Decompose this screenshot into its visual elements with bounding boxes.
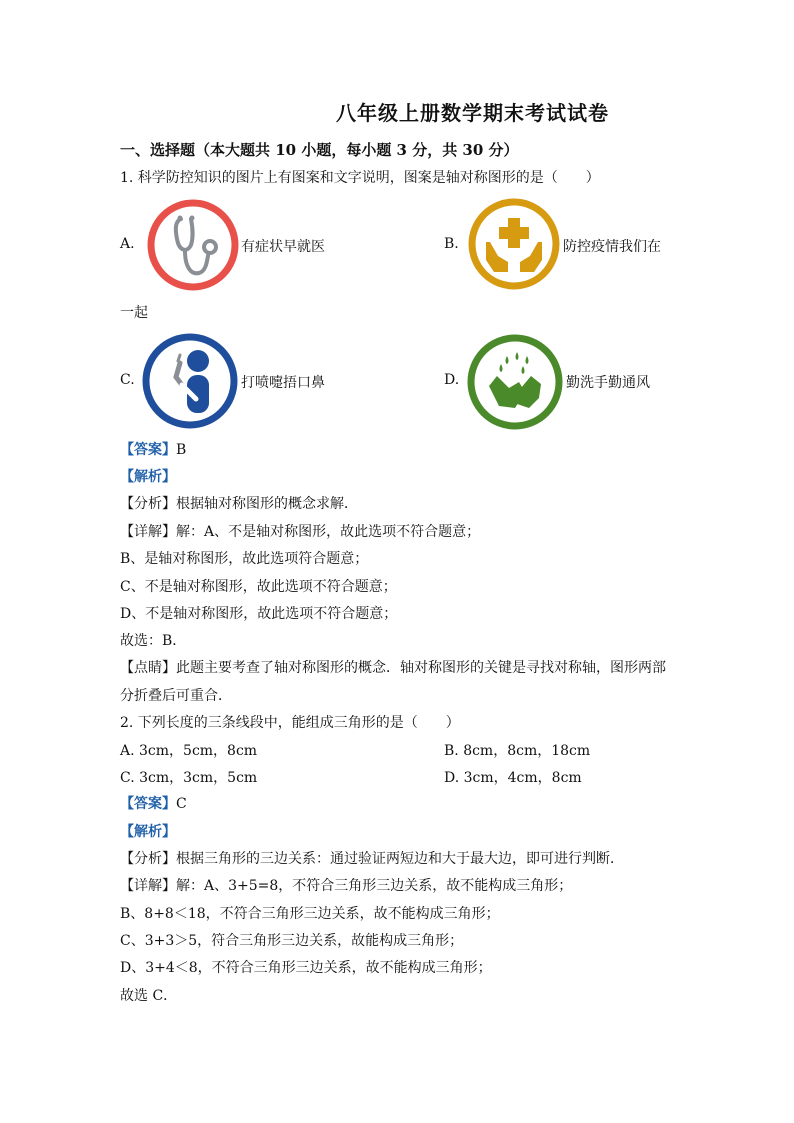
q1-stem: 1. 科学防控知识的图片上有图案和文字说明，图案是轴对称图形的是（ ） [120, 170, 600, 186]
q1-wrap-text: 一起 [120, 305, 148, 321]
q1-conclusion: 故选：B． [120, 633, 187, 649]
q1-solution-line-c: C、不是轴对称图形，故此选项不符合题意； [120, 579, 397, 595]
stethoscope-icon[interactable] [147, 199, 239, 291]
q2-answer-line [120, 794, 187, 814]
xiangjie-tag: 【详解】 [120, 878, 176, 894]
q2-xiangjie-line [120, 876, 572, 896]
q2-xiangjie: 解：A、3+5=8，不符合三角形三边关系，故不能构成三角形； [176, 878, 573, 894]
q1-solution-line-b: B、是轴对称图形，故此选项符合题意； [120, 551, 369, 567]
q2-solution-line-c: C、3+3＞5，符合三角形三边关系，故能构成三角形； [120, 933, 464, 949]
handwash-icon[interactable] [467, 334, 563, 430]
q1-dianjing-2: 分折叠后可重合． [120, 688, 232, 704]
q1-xiangjie-line [120, 522, 480, 542]
q1-option-c-letter: C. [120, 372, 135, 388]
answer-tag: 【答案】 [120, 442, 176, 458]
q1-fenxi: 根据轴对称图形的概念求解． [176, 496, 358, 512]
answer-tag: 【答案】 [120, 796, 176, 812]
analysis-tag: 【解析】 [120, 469, 176, 485]
q2-fenxi-line [120, 849, 624, 869]
q1-option-d-text: 勤洗手勤通风 [566, 375, 650, 391]
q2-solution-line-d: D、3+4＜8，不符合三角形三边关系，故不能构成三角形； [120, 960, 492, 976]
q2-fenxi: 根据三角形的三边关系：通过验证两短边和大于最大边，即可进行判断． [176, 851, 624, 867]
section-heading: 一、选择题（本大题共 10 小题，每小题 3 分，共 30 分） [120, 141, 519, 159]
q1-answer-line [120, 440, 186, 460]
q2-answer: C [176, 796, 187, 812]
q2-option-c: C. 3cm，3cm，5cm [120, 770, 258, 786]
q2-solution-line-b: B、8+8＜18，不符合三角形三边关系，故不能构成三角形； [120, 906, 500, 922]
page-title: 八年级上册数学期末考试试卷 [336, 101, 609, 125]
q1-option-c-text: 打喷嚏捂口鼻 [241, 375, 325, 391]
q1-option-b-letter: B. [444, 236, 459, 252]
dianjing-tag: 【点睛】 [120, 660, 176, 676]
q1-answer: B [176, 442, 187, 458]
analysis-tag: 【解析】 [120, 824, 176, 840]
q2-stem: 2. 下列长度的三条线段中，能组成三角形的是（ ） [120, 715, 460, 731]
q1-xiangjie: 解：A、不是轴对称图形，故此选项不符合题意； [176, 524, 481, 540]
q2-option-d: D. 3cm，4cm，8cm [444, 770, 582, 786]
fenxi-tag: 【分析】 [120, 851, 176, 867]
sneeze-icon[interactable] [142, 333, 238, 429]
q2-conclusion: 故选 C． [120, 988, 178, 1004]
q1-option-a-text: 有症状早就医 [241, 239, 325, 255]
q1-option-a-letter: A. [120, 236, 135, 252]
q2-analysis-tag [120, 822, 176, 842]
q1-dianjing-line [120, 658, 666, 678]
fenxi-tag: 【分析】 [120, 496, 176, 512]
q1-option-b-text: 防控疫情我们在 [563, 239, 661, 255]
xiangjie-tag: 【详解】 [120, 524, 176, 540]
q1-analysis-tag [120, 467, 176, 487]
q1-solution-line-d: D、不是轴对称图形，故此选项不符合题意； [120, 606, 398, 622]
q2-option-b: B. 8cm，8cm，18cm [444, 743, 591, 759]
q1-fenxi-line [120, 494, 358, 514]
cross-hands-icon[interactable] [468, 198, 560, 290]
q1-option-d-letter: D. [444, 372, 460, 388]
q1-dianjing-1: 此题主要考查了轴对称图形的概念．轴对称图形的关键是寻找对称轴，图形两部 [176, 660, 666, 676]
q2-option-a: A. 3cm，5cm，8cm [120, 743, 258, 759]
